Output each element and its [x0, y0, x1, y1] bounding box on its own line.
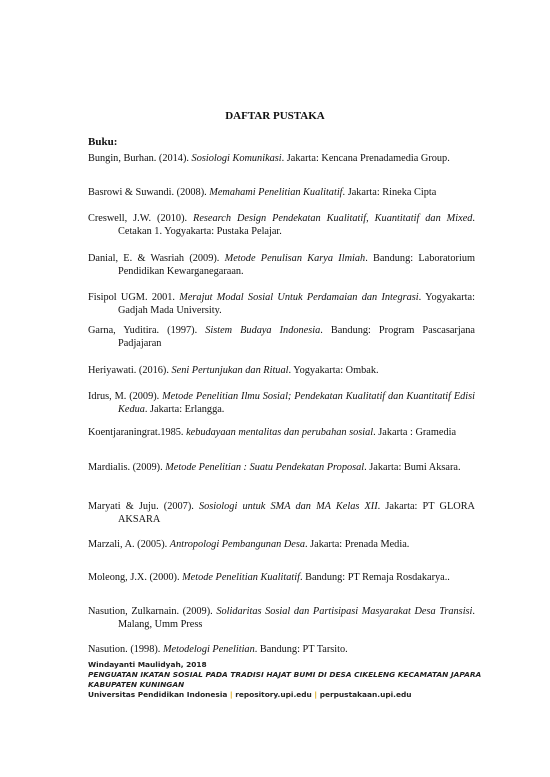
footer-university: Universitas Pendidikan Indonesia: [88, 690, 228, 699]
reference-authors: Heriyawati. (2016).: [88, 365, 172, 376]
reference-entry: [88, 643, 475, 656]
reference-publisher: . Cetakan 1. Yogyakarta: Pustaka Pelajar.: [118, 213, 475, 237]
reference-work-title: kebudayaan mentalitas dan perubahan sosial: [186, 427, 374, 438]
reference-publisher: . Yogyakarta: Gadjah Mada University.: [118, 292, 475, 316]
page-title: DAFTAR PUSTAKA: [225, 110, 325, 122]
reference-publisher: . Bandung: Laboratorium Pendidikan Kewarganegaraan.: [118, 253, 475, 277]
reference-publisher: . Jakarta: PT GLORA AKSARA: [118, 501, 475, 525]
reference-entry: [88, 461, 475, 474]
reference-entry: [88, 152, 475, 165]
footer-repository-link[interactable]: repository.upi.edu: [235, 690, 312, 699]
reference-authors: Nasution. (1998).: [88, 644, 163, 655]
reference-authors: Basrowi & Suwandi. (2008).: [88, 187, 210, 198]
footer-separator: |: [229, 690, 233, 699]
reference-authors: Bungin, Burhan. (2014).: [88, 153, 192, 164]
reference-publisher: . Jakarta: Erlangga.: [144, 404, 225, 415]
reference-authors: Maryati & Juju. (2007).: [88, 501, 199, 512]
footer-thesis-title: PENGUATAN IKATAN SOSIAL PADA TRADISI HAJAT BUMI DI DESA CIKELENG KECAMATAN JAPARA KABUPATEN KUNINGAN: [88, 670, 482, 689]
footer-library-link[interactable]: perpustakaan.upi.edu: [319, 690, 412, 699]
reference-work-title: Seni Pertunjukan dan Ritual: [171, 365, 289, 376]
reference-entry: [88, 212, 475, 238]
reference-authors: Garna, Yuditira. (1997).: [88, 325, 206, 336]
reference-entry: [88, 291, 475, 317]
reference-authors: Koentjaraningrat.1985.: [88, 427, 187, 438]
reference-publisher: . Jakarta: Bumi Aksara.: [364, 462, 461, 473]
reference-entry: [88, 390, 475, 416]
reference-work-title: Metode Penelitian Ilmu Sosial; Pendekatan Kualitatif dan Kuantitatif Edisi Kedua: [118, 391, 475, 415]
footer-separator: |: [314, 690, 318, 699]
footer-links: [88, 690, 488, 700]
reference-entry: [88, 324, 475, 350]
reference-entry: [88, 364, 475, 377]
reference-publisher: . Malang, Umm Press: [118, 606, 475, 630]
reference-work-title: Metodelogi Penelitian: [162, 644, 255, 655]
reference-authors: Creswell, J.W. (2010).: [88, 213, 194, 224]
reference-authors: Mardialis. (2009).: [88, 462, 166, 473]
reference-publisher: . Bandung: PT Tarsito.: [254, 644, 348, 655]
reference-work-title: Research Design Pendekatan Kualitatif, Kuantitatif dan Mixed: [193, 213, 473, 224]
reference-work-title: Metode Penelitian Kualitatif: [182, 572, 300, 583]
reference-authors: Marzali, A. (2005).: [88, 539, 170, 550]
reference-entry: [88, 252, 475, 278]
reference-authors: Moleong, J.X. (2000).: [88, 572, 183, 583]
reference-publisher: . Jakarta : Gramedia: [373, 427, 457, 438]
reference-publisher: . Jakarta: Rineka Cipta: [342, 187, 437, 198]
reference-publisher: . Yogyakarta: Ombak.: [288, 365, 379, 376]
reference-work-title: Solidaritas Sosial dan Partisipasi Masyarakat Desa Transisi: [216, 606, 473, 617]
reference-publisher: . Jakarta: Kencana Prenadamedia Group.: [281, 153, 450, 164]
page-footer: [88, 660, 488, 700]
reference-authors: Nasution, Zulkarnain. (2009).: [88, 606, 217, 617]
reference-publisher: . Bandung: PT Remaja Rosdakarya..: [299, 572, 450, 583]
reference-authors: Danial, E. & Wasriah (2009).: [88, 253, 225, 264]
reference-entry: [88, 500, 475, 526]
reference-authors: Fisipol UGM. 2001.: [88, 292, 180, 303]
reference-entry: [88, 538, 475, 551]
reference-work-title: Memahami Penelitian Kualitatif: [209, 187, 343, 198]
reference-work-title: Sosiologi untuk SMA dan MA Kelas XII: [198, 501, 378, 512]
footer-author: Windayanti Maulidyah, 2018: [88, 660, 207, 669]
reference-work-title: Merajut Modal Sosial Untuk Perdamaian dan Integrasi: [179, 292, 419, 303]
reference-entry: [88, 605, 475, 631]
reference-work-title: Sosiologi Komunikasi: [191, 153, 282, 164]
reference-work-title: Metode Penulisan Karya Ilmiah: [224, 253, 366, 264]
reference-work-title: Antropologi Pembangunan Desa: [169, 539, 305, 550]
reference-entry: [88, 426, 475, 439]
reference-publisher: . Jakarta: Prenada Media.: [304, 539, 410, 550]
section-heading: Buku:: [88, 136, 118, 148]
reference-entry: [88, 186, 475, 199]
reference-work-title: Metode Penelitian : Suatu Pendekatan Proposal: [165, 462, 365, 473]
reference-entry: [88, 571, 475, 584]
reference-work-title: Sistem Budaya Indonesia: [205, 325, 321, 336]
reference-authors: Idrus, M. (2009).: [88, 391, 163, 402]
reference-publisher: . Bandung: Program Pascasarjana Padjajaran: [118, 325, 475, 349]
